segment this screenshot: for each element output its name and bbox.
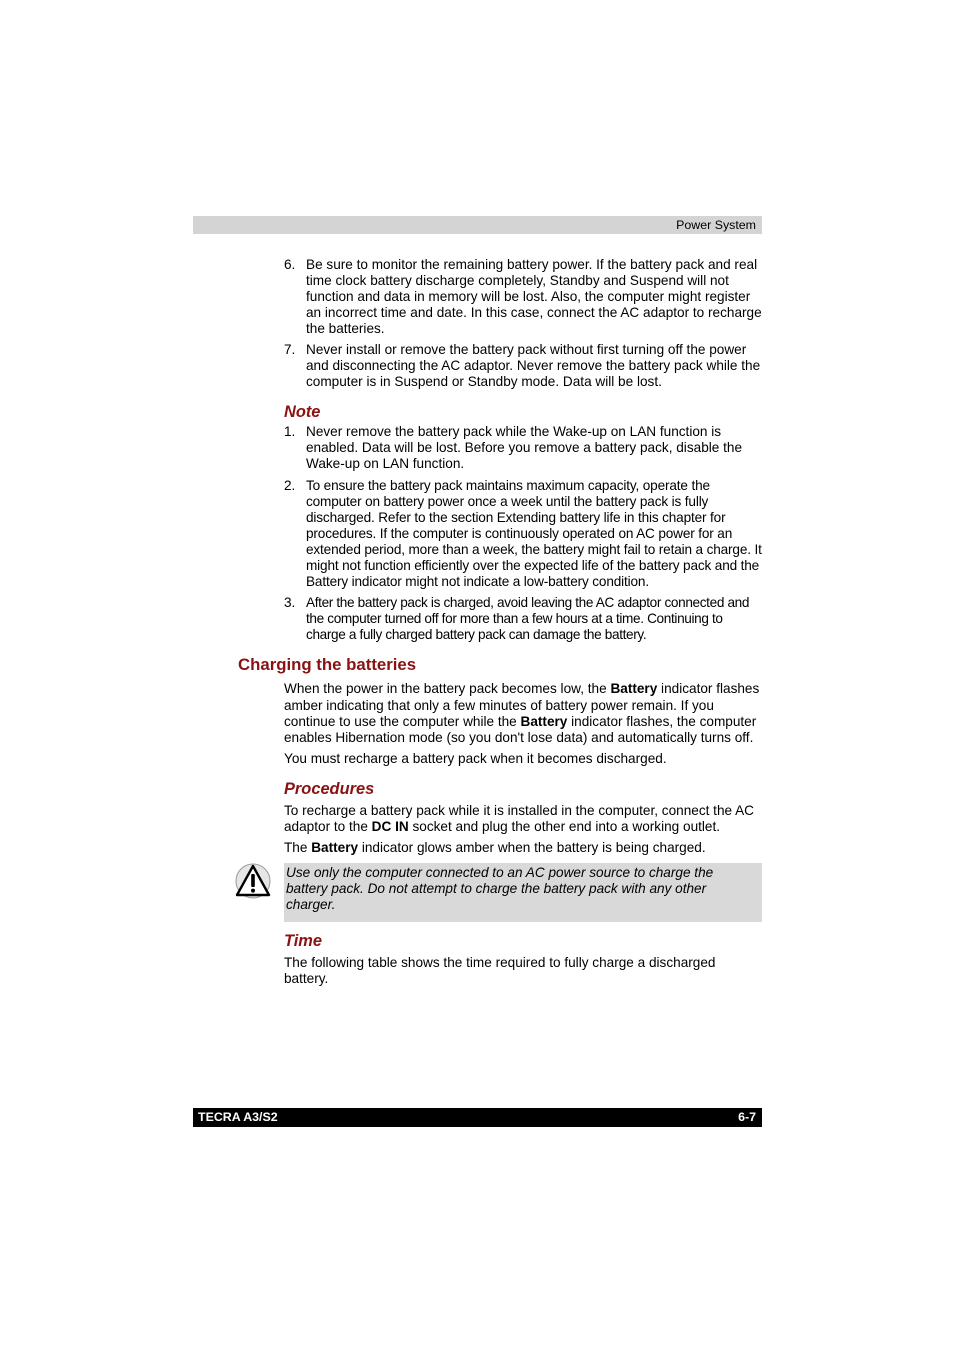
list-item-text: After the battery pack is charged, avoid leaving the AC adaptor connected and the computer turned off for more than a few hours at a time. Continuing to charge a fully charged battery pack can damage the battery.: [306, 595, 750, 643]
text-run: indicator glows amber when the battery is being charged.: [358, 840, 706, 856]
bold-term: Battery: [610, 681, 658, 697]
list-item-number: 2.: [284, 477, 296, 493]
text-run: When the power in the battery pack becomes low, the: [284, 681, 611, 697]
text-run: The: [284, 840, 312, 856]
caution-text: Use only the computer connected to an AC power source to charge the battery pack. Do not attempt to charge the battery pack with any other charger.: [284, 863, 762, 921]
steps-list: [284, 257, 762, 390]
procedures-paragraph-2: [284, 840, 762, 856]
list-item-number: 6.: [284, 257, 296, 272]
header-section-title: Power System: [676, 218, 756, 232]
list-item: [284, 424, 762, 472]
note-heading: Note: [284, 403, 321, 422]
list-item-text: Never install or remove the battery pack without first turning off the power and disconnecting the AC adaptor. Never remove the battery pack while the computer is in Suspend or Standby mode. Data will be lost.: [306, 341, 761, 390]
list-item-text: To ensure the battery pack maintains maximum capacity, operate the computer on battery power once a week until the battery pack is fully discharged. Refer to the section Extending battery life in this chapter for procedures. If the computer is continuously operated on AC power for an extended period, more than a week, the battery might fail to retain a charge. It might not function efficiently over the expected life of the battery pack and the Battery indicator might not indicate a low-battery condition.: [306, 477, 762, 590]
footer-model: TECRA A3/S2: [198, 1110, 278, 1124]
page-content: [238, 257, 762, 992]
charging-paragraph-2: You must recharge a battery pack when it becomes discharged.: [284, 750, 667, 766]
time-heading: Time: [284, 931, 322, 950]
bold-term: Battery: [520, 713, 568, 729]
page-footer-bar: [193, 1108, 762, 1127]
list-item: [284, 257, 762, 337]
charging-heading: Charging the batteries: [238, 655, 417, 675]
time-paragraph: The following table shows the time required to fully charge a discharged battery.: [284, 954, 716, 986]
list-item-number: 7.: [284, 341, 296, 357]
text-run: To recharge a battery pack while it is installed in the computer, connect the AC adaptor to the: [284, 802, 754, 835]
caution-triangle-icon: [235, 863, 271, 899]
list-item-number: 3.: [284, 595, 296, 611]
text-run: indicator flashes, the computer enables Hibernation mode (so you don't lose data) and automatically turns off.: [284, 713, 757, 745]
bold-term: Battery: [311, 840, 359, 856]
procedures-paragraph-1: [284, 803, 762, 835]
bold-term: DC IN: [371, 819, 409, 835]
caution-callout: [284, 863, 762, 921]
note-list: [284, 424, 762, 643]
page-header-bar: [193, 216, 762, 234]
list-item: [284, 478, 762, 591]
list-item: [284, 595, 762, 643]
procedures-heading: Procedures: [284, 779, 375, 798]
footer-page-number: 6-7: [738, 1110, 756, 1124]
text-run: indicator flashes amber indicating that only a few minutes of battery power remain. If you continue to use the computer while the: [284, 681, 760, 729]
list-item-number: 1.: [284, 424, 296, 440]
text-run: socket and plug the other end into a working outlet.: [408, 819, 721, 835]
list-item-text: Be sure to monitor the remaining battery power. If the battery pack and real time clock battery discharge completely, Standby and Suspend will not function and data in memory will be lost. Also, the computer might register an incorrect time and date. In this case, connect the AC adaptor to recharge the batteries.: [306, 257, 762, 337]
list-item-text: Never remove the battery pack while the Wake-up on LAN function is enabled. Data will be lost. Before you remove a battery pack, disable the Wake-up on LAN function.: [306, 424, 743, 472]
list-item: [284, 342, 762, 390]
charging-paragraph-1: [284, 681, 762, 745]
